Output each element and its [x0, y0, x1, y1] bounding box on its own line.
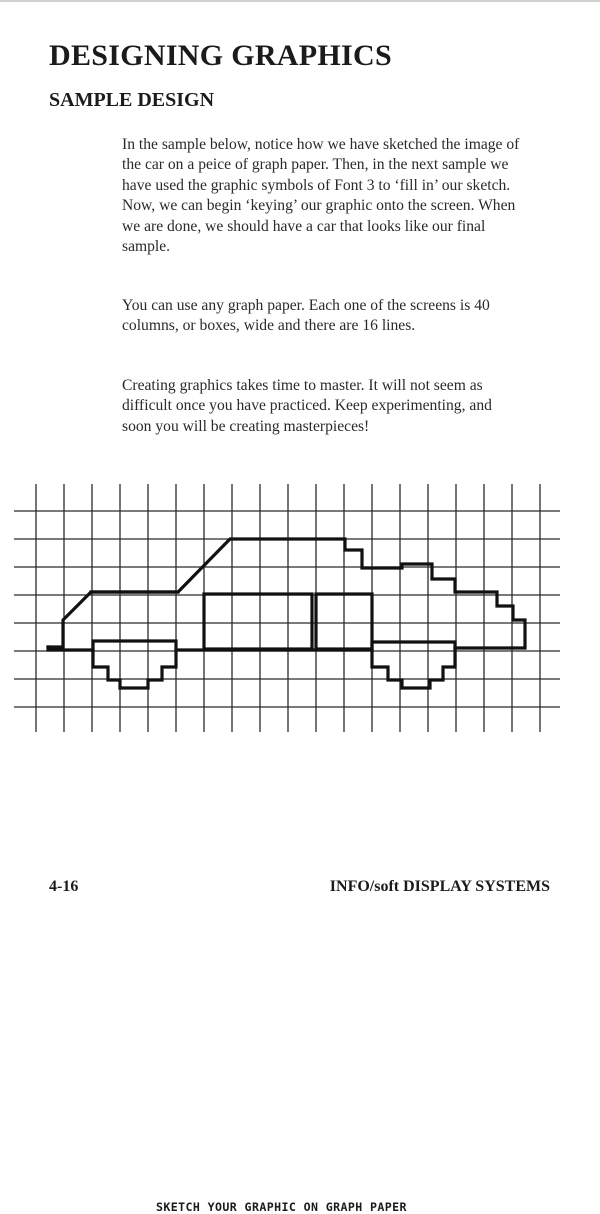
publisher-name: INFO/soft DISPLAY SYSTEMS: [329, 878, 550, 895]
top-border: [0, 0, 600, 2]
intro-paragraph: In the sample below, notice how we have sketched the image of the car on a peice of graph paper. Then, in the next sample we have used the graphic symbols of Font 3 to ‘fill in’ our sketch. Now, we can begin ‘keying’ our graphic onto the screen. When we are done, we should have a car that looks like our final sample.: [122, 136, 520, 256]
page-number: 4-16: [49, 878, 79, 895]
page-title: DESIGNING GRAPHICS: [49, 39, 392, 72]
graph-paper-paragraph: You can use any graph paper. Each one of the screens is 40 columns, or boxes, wide and there are 16 lines.: [122, 297, 490, 335]
graph-paper-grid: [14, 484, 560, 732]
figure-caption: SKETCH YOUR GRAPHIC ON GRAPH PAPER: [152, 1200, 413, 1214]
car-sketch-graphic: [0, 484, 600, 744]
front-wheel: [93, 641, 176, 688]
section-heading: SAMPLE DESIGN: [49, 89, 215, 111]
rear-wheel: [372, 642, 455, 688]
practice-paragraph: Creating graphics takes time to master. It will not seem as difficult once you have practiced. Keep experimenting, and soon you will be creating masterpieces!: [122, 377, 492, 435]
front-door: [204, 594, 312, 649]
